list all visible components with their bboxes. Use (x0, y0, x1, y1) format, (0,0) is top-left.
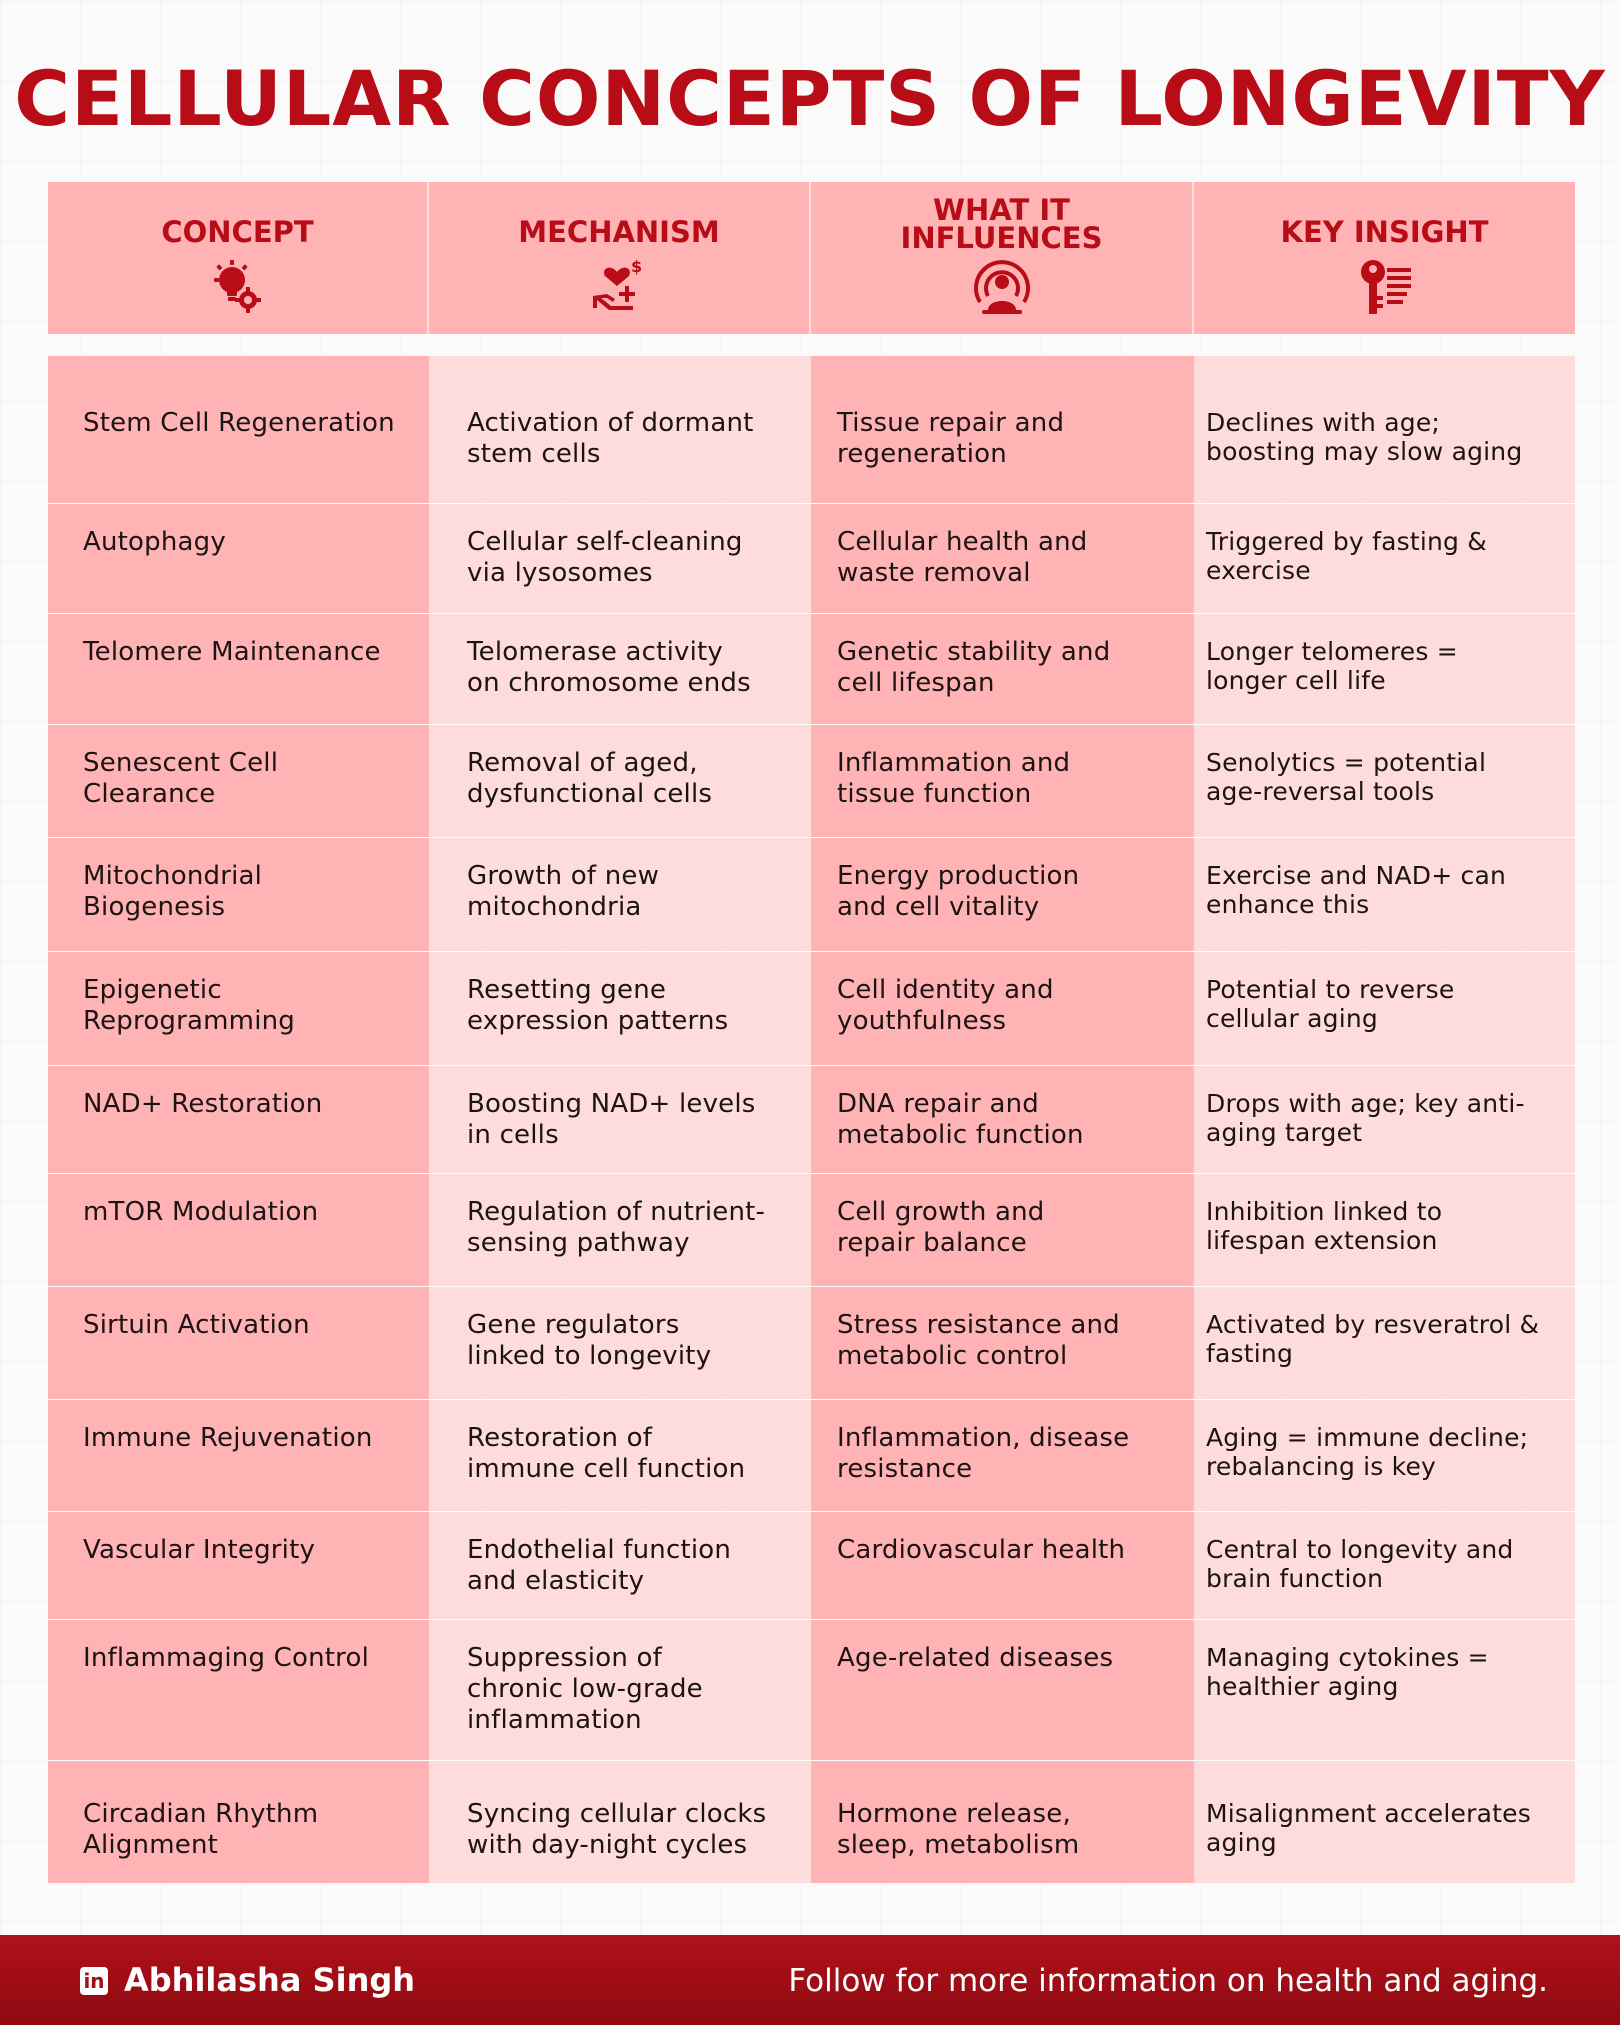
author-name: Abhilasha Singh (124, 1961, 416, 1999)
influences-cell: Tissue repair and regeneration (811, 356, 1194, 503)
insight-cell: Potential to reverse cellular aging (1194, 952, 1575, 1065)
table-row (48, 1174, 1575, 1287)
header-label-concept: CONCEPT (161, 215, 314, 249)
insight-cell: Declines with age; boosting may slow aging (1194, 356, 1575, 503)
insight-cell: Misalignment accelerates aging (1194, 1761, 1575, 1883)
linkedin-icon: in (80, 1967, 108, 1995)
concept-cell: Autophagy (48, 504, 429, 613)
table-row (48, 1761, 1575, 1883)
insight-cell: Drops with age; key anti- aging target (1194, 1066, 1575, 1173)
mechanism-cell: Resetting gene expression patterns (429, 952, 811, 1065)
insight-cell: Aging = immune decline; rebalancing is key (1194, 1400, 1575, 1511)
table-row (48, 1066, 1575, 1174)
svg-text:$: $ (631, 257, 643, 276)
table-row (48, 1287, 1575, 1400)
influences-cell: Hormone release, sleep, metabolism (811, 1761, 1194, 1883)
table-row (48, 1512, 1575, 1620)
influences-cell: Cardiovascular health (811, 1512, 1194, 1619)
influences-cell: Cell identity and youthfulness (811, 952, 1194, 1065)
header-mechanism (429, 182, 811, 334)
mechanism-cell: Endothelial function and elasticity (429, 1512, 811, 1619)
table-row (48, 952, 1575, 1066)
influences-cell: Cellular health and waste removal (811, 504, 1194, 613)
table-row (48, 614, 1575, 725)
footer (0, 1935, 1620, 2025)
table-row (48, 1620, 1575, 1761)
concepts-table (48, 356, 1575, 1883)
mechanism-cell: Regulation of nutrient- sensing pathway (429, 1174, 811, 1286)
concept-cell: Telomere Maintenance (48, 614, 429, 724)
table-row (48, 1400, 1575, 1512)
table-row (48, 725, 1575, 838)
concept-cell: Mitochondrial Biogenesis (48, 838, 429, 951)
table-row (48, 504, 1575, 614)
concept-cell: Immune Rejuvenation (48, 1400, 429, 1511)
concept-cell: NAD+ Restoration (48, 1066, 429, 1173)
insight-cell: Managing cytokines = healthier aging (1194, 1620, 1575, 1760)
concept-cell: Vascular Integrity (48, 1512, 429, 1619)
influences-cell: Inflammation and tissue function (811, 725, 1194, 837)
mechanism-cell: Growth of new mitochondria (429, 838, 811, 951)
mechanism-cell: Telomerase activity on chromosome ends (429, 614, 811, 724)
influences-cell: DNA repair and metabolic function (811, 1066, 1194, 1173)
header-influences (811, 182, 1194, 334)
header-concept (48, 182, 429, 334)
mechanism-cell: Syncing cellular clocks with day-night cycles (429, 1761, 811, 1883)
table-header (48, 182, 1575, 334)
concept-cell: Inflammaging Control (48, 1620, 429, 1760)
mechanism-cell: Gene regulators linked to longevity (429, 1287, 811, 1399)
insight-cell: Senolytics = potential age-reversal tools (1194, 725, 1575, 837)
hand-heart-plus-icon (583, 250, 655, 322)
table-row (48, 356, 1575, 504)
mechanism-cell: Boosting NAD+ levels in cells (429, 1066, 811, 1173)
mechanism-cell: Activation of dormant stem cells (429, 356, 811, 503)
concept-cell: Senescent Cell Clearance (48, 725, 429, 837)
concept-cell: Stem Cell Regeneration (48, 356, 429, 503)
insight-cell: Longer telomeres = longer cell life (1194, 614, 1575, 724)
header-label-mechanism: MECHANISM (518, 215, 720, 249)
mechanism-cell: Cellular self-cleaning via lysosomes (429, 504, 811, 613)
concept-cell: Sirtuin Activation (48, 1287, 429, 1399)
footer-cta: Follow for more information on health and aging. (788, 1963, 1548, 1999)
concept-cell: mTOR Modulation (48, 1174, 429, 1286)
insight-cell: Inhibition linked to lifespan extension (1194, 1174, 1575, 1286)
concept-cell: Circadian Rhythm Alignment (48, 1761, 429, 1883)
influences-cell: Energy production and cell vitality (811, 838, 1194, 951)
concept-cell: Epigenetic Reprogramming (48, 952, 429, 1065)
mechanism-cell: Suppression of chronic low-grade inflammation (429, 1620, 811, 1760)
key-document-icon (1349, 250, 1421, 322)
mechanism-cell: Removal of aged, dysfunctional cells (429, 725, 811, 837)
influences-cell: Cell growth and repair balance (811, 1174, 1194, 1286)
influences-cell: Age-related diseases (811, 1620, 1194, 1760)
person-signal-icon (966, 250, 1038, 322)
influences-cell: Inflammation, disease resistance (811, 1400, 1194, 1511)
mechanism-cell: Restoration of immune cell function (429, 1400, 811, 1511)
insight-cell: Triggered by fasting & exercise (1194, 504, 1575, 613)
insight-cell: Exercise and NAD+ can enhance this (1194, 838, 1575, 951)
table-row (48, 838, 1575, 952)
insight-cell: Activated by resveratrol & fasting (1194, 1287, 1575, 1399)
header-label-insight: KEY INSIGHT (1280, 215, 1489, 249)
influences-cell: Genetic stability and cell lifespan (811, 614, 1194, 724)
page-title: CELLULAR CONCEPTS OF LONGEVITY (14, 54, 1606, 143)
influences-cell: Stress resistance and metabolic control (811, 1287, 1194, 1399)
lightbulb-gear-icon (202, 250, 274, 322)
header-insight (1194, 182, 1575, 334)
insight-cell: Central to longevity and brain function (1194, 1512, 1575, 1619)
header-label-influences: WHAT IT INFLUENCES (900, 193, 1103, 255)
